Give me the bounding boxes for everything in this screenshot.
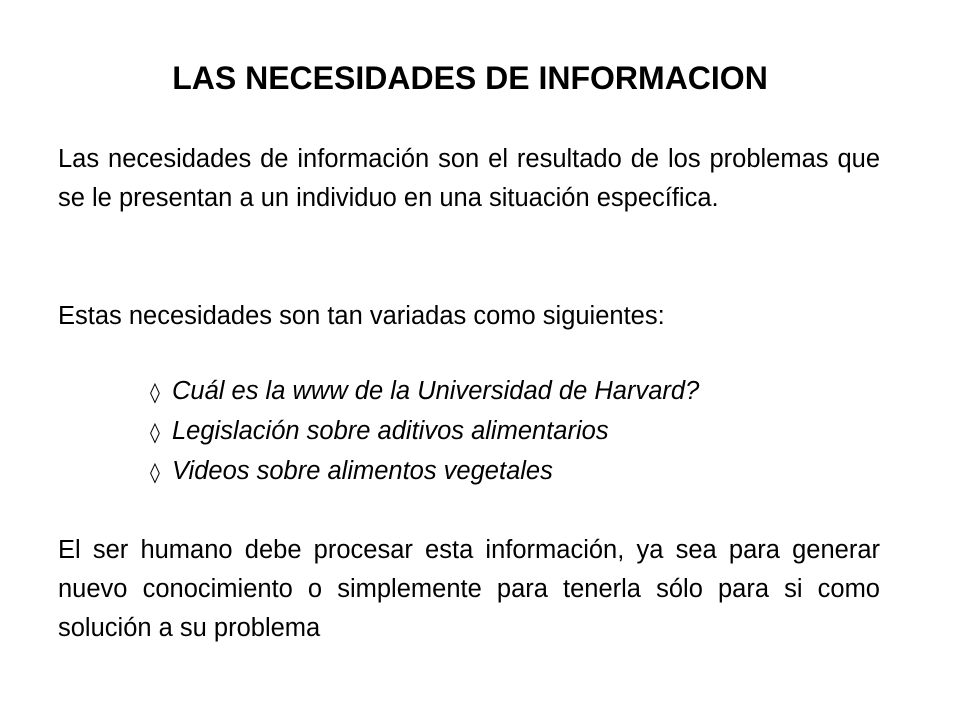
diamond-bullet-icon: ◊ (150, 380, 160, 404)
lead-paragraph: Estas necesidades son tan variadas como siguientes: (58, 302, 665, 330)
diamond-bullet-icon: ◊ (150, 460, 160, 484)
list-item-text: Videos sobre alimentos vegetales (172, 457, 553, 485)
list-item (150, 412, 699, 452)
examples-list (150, 372, 699, 492)
list-item-text: Legislación sobre aditivos alimentarios (172, 417, 609, 445)
list-item-text: Cuál es la www de la Universidad de Harvard? (172, 377, 700, 405)
list-item (150, 372, 699, 412)
closing-paragraph: El ser humano debe procesar esta información, ya sea para generar nuevo conocimiento o simplemente para tenerla sólo para si como solución a su problema (58, 536, 880, 642)
diamond-bullet-icon: ◊ (150, 420, 160, 444)
list-item (150, 452, 699, 492)
intro-paragraph: Las necesidades de información son el resultado de los problemas que se le presentan a un individuo en una situación específica. (58, 145, 880, 212)
slide-title: LAS NECESIDADES DE INFORMACION (172, 60, 768, 96)
